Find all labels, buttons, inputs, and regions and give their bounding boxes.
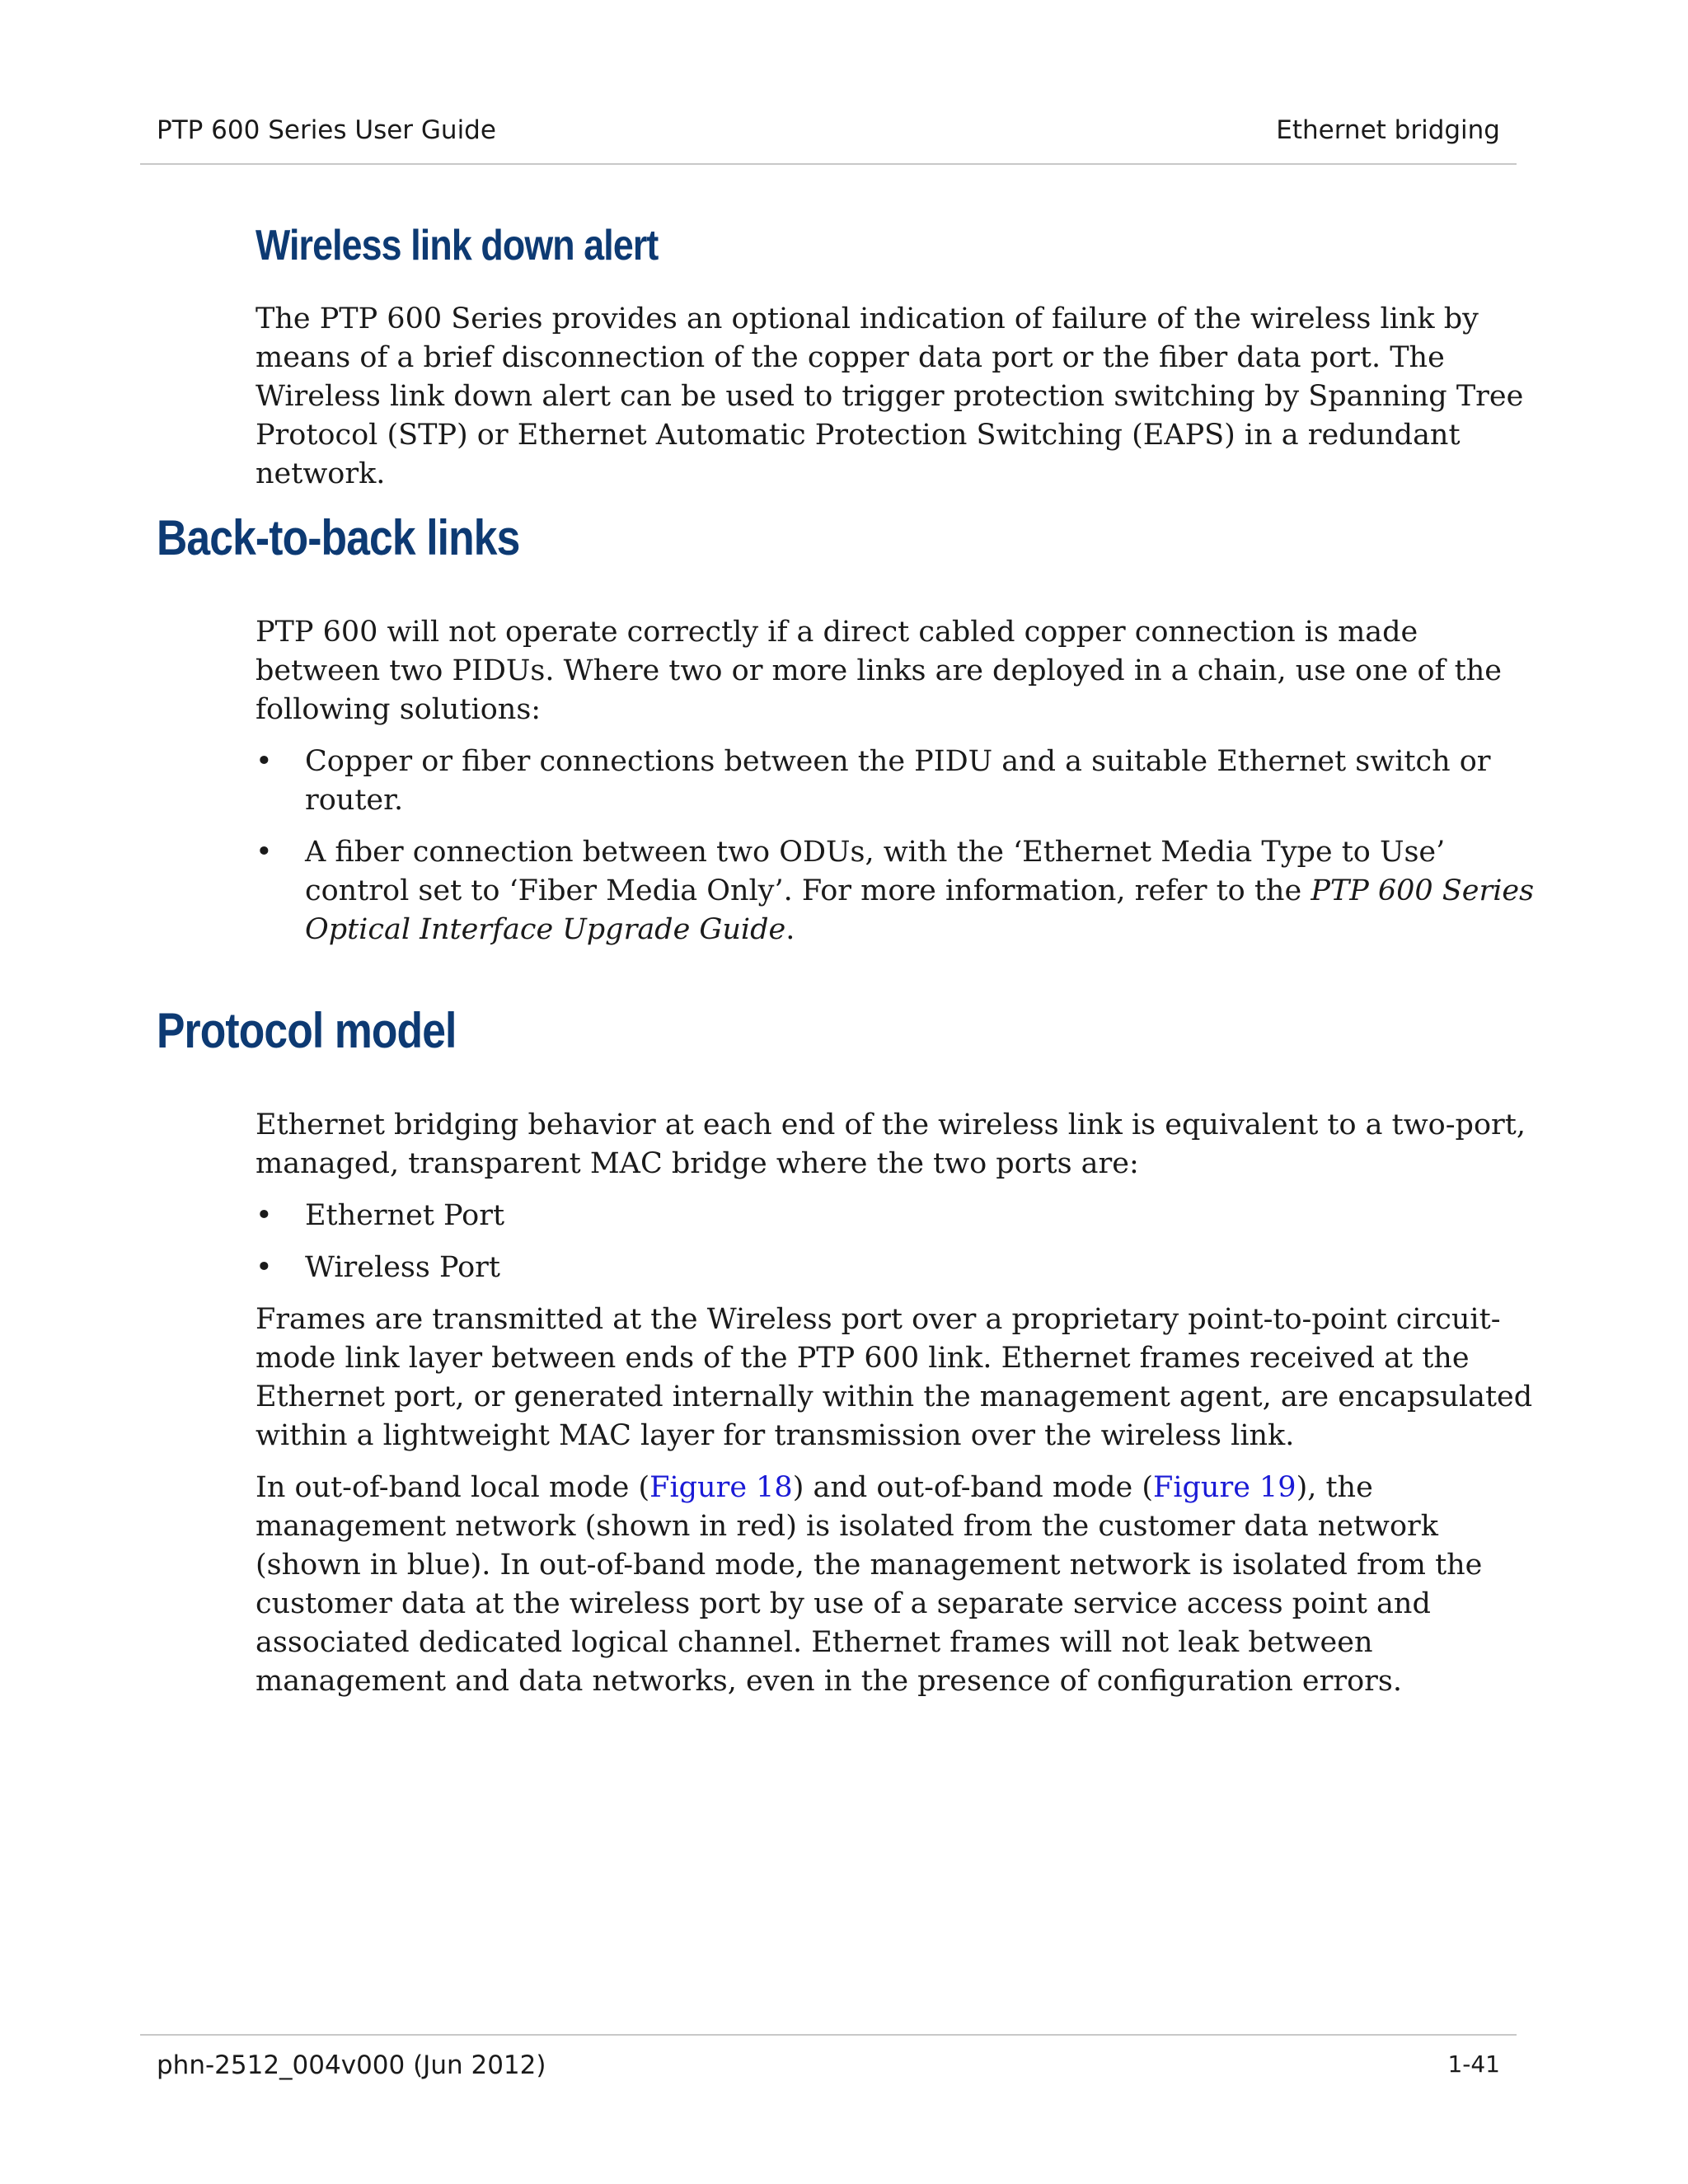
paragraph-text: In out-of-band local mode ( (256, 1471, 650, 1504)
list-item-text: Wireless Port (305, 1251, 500, 1284)
heading-back-to-back-links: Back-to-back links (157, 510, 520, 565)
list-item (256, 1249, 1541, 1287)
bullet-list (256, 743, 1541, 949)
header-chapter-title: Ethernet bridging (1276, 115, 1500, 145)
page-header (140, 99, 1517, 165)
wireless-alert-body (256, 300, 1541, 494)
paragraph: Ethernet bridging behavior at each end of the wireless link is equivalent to a two-port, managed, transparent MAC bridge where the two ports are: (256, 1108, 1526, 1180)
footer-doc-id: phn-2512_004v000 (Jun 2012) (157, 2050, 546, 2080)
bullet-glyph: • (256, 745, 273, 778)
back-to-back-body (256, 613, 1541, 963)
paragraph (256, 1469, 1541, 1701)
list-item-text: Ethernet Port (305, 1199, 505, 1232)
paragraph: PTP 600 will not operate correctly if a direct cabled copper connection is made between two PIDUs. Where two or more links are deployed in a chain, use one of the following solutions: (256, 616, 1502, 726)
header-doc-title: PTP 600 Series User Guide (157, 115, 496, 145)
list-item-end: . (785, 913, 795, 946)
heading-protocol-model: Protocol model (157, 1003, 457, 1058)
bullet-list (256, 1197, 1541, 1287)
list-item (256, 1197, 1541, 1235)
document-reference: PTP 600 Series Optical Interface Upgrade Guide (305, 874, 1535, 946)
bullet-glyph: • (256, 1251, 273, 1284)
bullet-glyph: • (256, 836, 273, 869)
paragraph-text: ) and out-of-band mode ( (792, 1471, 1154, 1504)
paragraph: Frames are transmitted at the Wireless port over a proprietary point-to-point circuit-mode link layer between ends of the PTP 600 link. Ethernet frames received at the Ethernet port, or generated internally within the management agent, are encapsulated within a lightweight MAC layer for transmission over the wireless link. (256, 1303, 1533, 1452)
list-item-text: Copper or fiber connections between the PIDU and a suitable Ethernet switch or router. (305, 745, 1491, 817)
paragraph: The PTP 600 Series provides an optional indication of failure of the wireless link by means of a brief disconnection of the copper data port or the fiber data port. The Wireless link down alert can be used to trigger protection switching by Spanning Tree Protocol (STP) or Ethernet Automatic Protection Switching (EAPS) in a redundant network. (256, 302, 1524, 490)
protocol-model-body (256, 1106, 1541, 1701)
list-item (256, 743, 1541, 820)
list-item-text: A fiber connection between two ODUs, with the ‘Ethernet Media Type to Use’ control set to ‘Fiber Media Only’. For more information, refer to the (305, 836, 1446, 907)
page-footer (140, 2034, 1517, 2102)
page-number: 1-41 (1447, 2050, 1500, 2078)
figure-19-link[interactable]: Figure 19 (1153, 1471, 1296, 1504)
heading-wireless-link-down-alert: Wireless link down alert (256, 222, 659, 269)
figure-18-link[interactable]: Figure 18 (649, 1471, 793, 1504)
paragraph-text: ), the management network (shown in red) is isolated from the customer data network (shown in blue). In out-of-band mode, the management network is isolated from the customer data at the wireless port by use of a separate service access point and associated dedicated logical channel. Ethernet frames will not leak between management and data networks, even in the presence of configuration errors. (256, 1471, 1483, 1698)
list-item (256, 833, 1541, 949)
bullet-glyph: • (256, 1199, 273, 1232)
